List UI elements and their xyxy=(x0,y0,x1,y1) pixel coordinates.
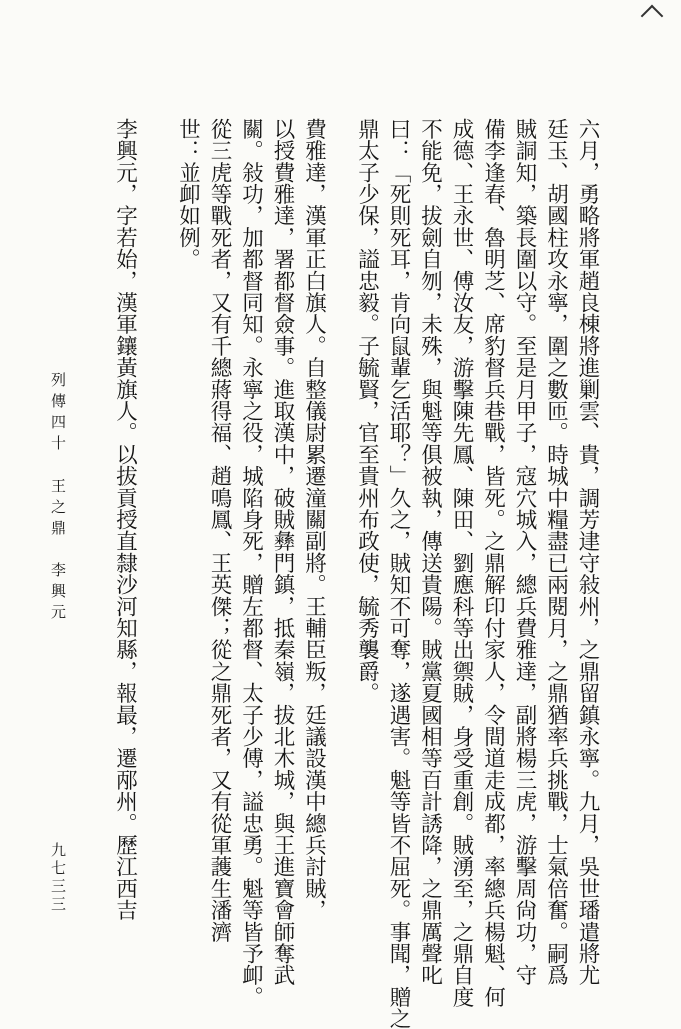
text-column-3: 賊詷知，築長圍以守。至是月甲子，寇穴城入，總兵費雅達，副將楊三虎，游擊周尙功，守 xyxy=(512,118,537,986)
text-column-6: 不能免，拔劍自刎，未殊，與魁等俱被執，傳送貴陽。賊黨夏國相等百計誘降，之鼎厲聲叱 xyxy=(417,118,443,986)
text-column-11: 關。敍功，加都督同知。永寧之役，城陷身死，贈左都督、太子少傅，謚忠勇。魁等皆予卹。 xyxy=(238,118,264,1008)
text-column-7: 曰：「死則死耳，肯向鼠輩乞活耶？」久之，賊知不可奪，遂遇害。魁等皆不屈死。事聞，贈之 xyxy=(386,118,411,1029)
body-text xyxy=(109,118,603,1029)
text-column-12: 從三虎等戰死者，又有千總蔣得福、趙鳴鳳、王英傑；從之鼎死者，又有從軍䕶生潘濟 xyxy=(207,118,232,943)
biography-names: 王之鼎 李興元 xyxy=(49,478,67,625)
text-column-4: 備李逢春、魯明芝、席豹督兵巷戰，皆死。之鼎解印付家人，令間道走成都，率總兵楊魁、何 xyxy=(480,118,506,1008)
text-column-2: 廷玉、胡國柱攻永寧，圍之數匝。時城中糧盡已兩閱月，之鼎猶率兵挑戰，士氣倍奮。嗣爲 xyxy=(543,118,569,986)
page-number: 九七三三 xyxy=(49,842,67,914)
chapter-title: 列傳四十 xyxy=(49,372,67,456)
page-corner-arrow-icon xyxy=(641,5,664,28)
text-column-9: 費雅達，漢軍正白旗人。自整儀尉累遷潼關副將。王輔臣叛，廷議設漢中總兵討賊， xyxy=(301,118,327,921)
text-column-1: 六月，勇略將軍趙良棟將進剿雲、貴，調芳䢖守敍州，之鼎留鎮永寧。九月，吳世璠遣將尤 xyxy=(575,118,600,986)
text-column-10: 以授費雅達，署都督僉事。進取漢中，破賊彝門鎮，抵秦嶺，拔北木城，與王進寶會師奪武 xyxy=(270,118,295,986)
text-column-8: 鼎太子少保，謚忠毅。子毓賢，官至貴州布政使，毓秀襲爵。 xyxy=(354,118,380,704)
text-column-14: 李興元，字若始，漢軍鑲黃旗人。以拔貢授直隸沙河知縣，報最，遷邴州。歷江西吉 xyxy=(112,118,138,921)
text-column-5: 成德、王永世、傅汝友，游擊陳先鳳、陳田、劉應科等出禦賊，身受重創。賊湧至，之鼎自度 xyxy=(449,118,474,1008)
text-column-13: 世：並卹如例。 xyxy=(175,118,201,270)
running-header xyxy=(48,372,68,625)
